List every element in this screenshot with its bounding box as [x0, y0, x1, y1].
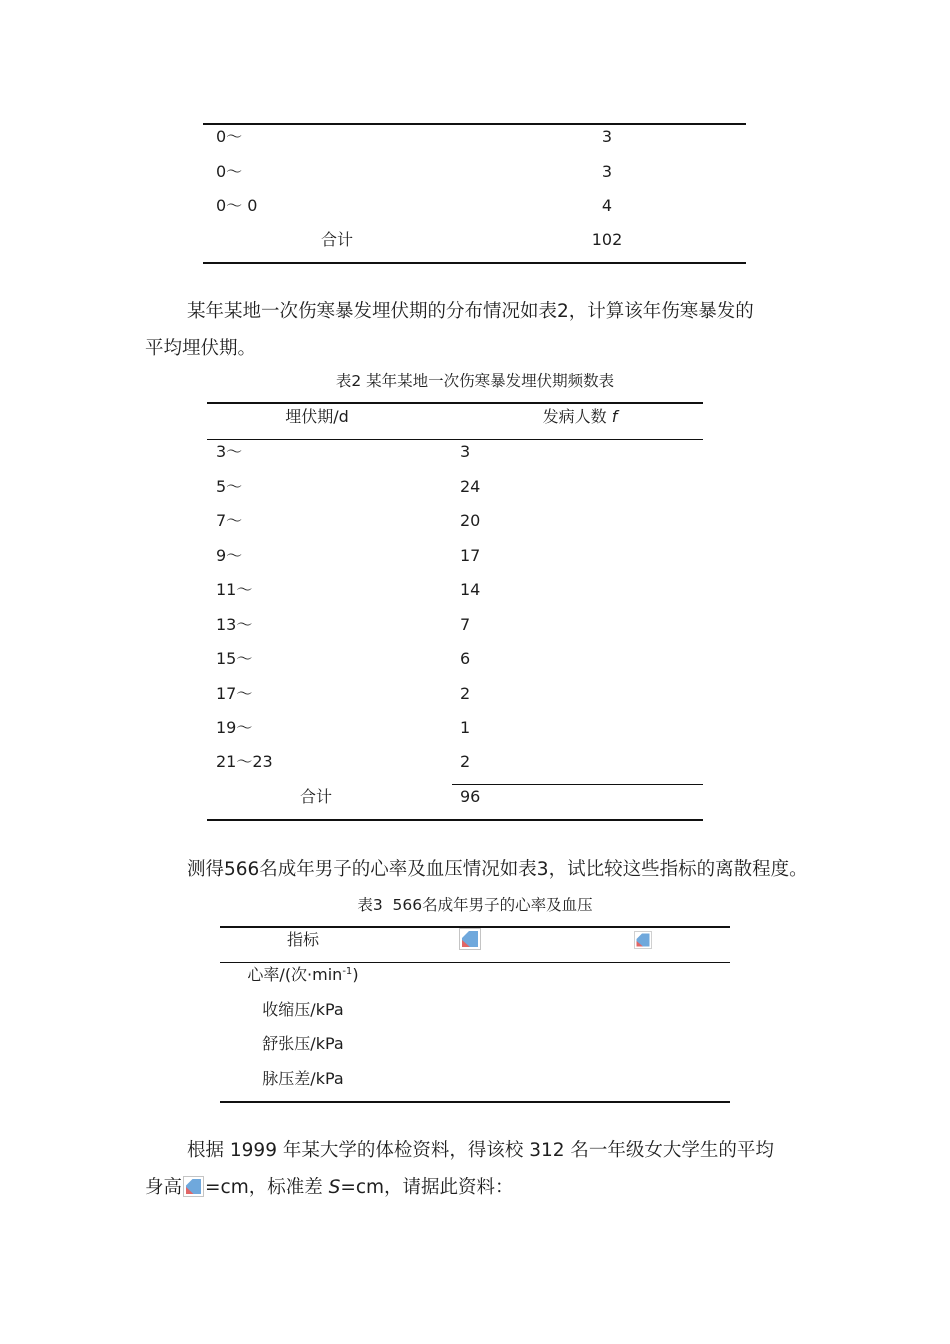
- paragraph-line: 平均埋伏期。: [145, 338, 257, 359]
- table-cell-interval: 0～ 0: [216, 196, 258, 215]
- table-cell-count: 1: [460, 718, 471, 737]
- table-cell-period: 15～: [216, 649, 253, 668]
- table-cell-period: 21～23: [216, 752, 273, 771]
- table-header-indicator: 指标: [286, 930, 319, 949]
- table-cell-count: 17: [460, 546, 481, 565]
- table-top-rule: [207, 402, 703, 404]
- table-cell-indicator: 收缩压/kPa: [262, 1000, 344, 1019]
- table-cell-period: 7～: [216, 511, 243, 530]
- table-total-label: 合计: [299, 787, 332, 806]
- paragraph-line: 测得566名成年男子的心率及血压情况如表3，试比较这些指标的离散程度。: [187, 859, 808, 880]
- frequency-symbol: f: [611, 407, 618, 426]
- paragraph-line: [145, 1176, 514, 1200]
- table-cell-period: 17～: [216, 684, 253, 703]
- table-total-count: 96: [460, 787, 481, 806]
- table-cell-period: 5～: [216, 477, 243, 496]
- table-total-label: 合计: [320, 230, 353, 249]
- indicator-label: 心率/(次·min: [247, 965, 343, 984]
- table-header-rule: [207, 439, 703, 440]
- table-cell-period: 13～: [216, 615, 253, 634]
- table-cell-count: 24: [460, 477, 481, 496]
- standard-deviation-symbol: S: [328, 1177, 341, 1198]
- table-cell-indicator: 脉压差/kPa: [262, 1069, 344, 1088]
- indicator-label-suffix: ): [352, 965, 359, 984]
- table-top-rule: [203, 123, 746, 125]
- paragraph-line: 根据 1999 年某大学的体检资料，得该校 312 名一年级女大学生的平均: [187, 1140, 774, 1161]
- table-cell-period: 11～: [216, 580, 253, 599]
- broken-image-icon: [459, 928, 481, 950]
- table-subtotal-rule: [452, 784, 703, 785]
- unit-superscript: -1: [342, 966, 353, 977]
- table-cell-count: 2: [460, 684, 471, 703]
- table-cell-interval: 0～: [216, 127, 243, 146]
- table-cell-period: 9～: [216, 546, 243, 565]
- table-cell-count: 2: [460, 752, 471, 771]
- table-cell-count: 6: [460, 649, 471, 668]
- table-cell-frequency: 3: [601, 127, 613, 146]
- table-bottom-rule: [207, 819, 703, 821]
- table-cell-frequency: 4: [601, 196, 613, 215]
- table-header-count: [480, 407, 680, 427]
- table-total-frequency: 102: [591, 230, 623, 249]
- table-cell-count: 20: [460, 511, 481, 530]
- paragraph-text: =cm，标准差: [205, 1177, 329, 1198]
- table-title: 表3 566名成年男子的心率及血压: [357, 896, 593, 914]
- table-cell-indicator: [203, 965, 403, 988]
- table-header-count-label: 发病人数: [542, 407, 607, 426]
- table-bottom-rule: [203, 262, 746, 264]
- table-title: 表2 某年某地一次伤寒暴发埋伏期频数表: [335, 372, 615, 390]
- table-cell-frequency: 3: [601, 162, 613, 181]
- paragraph-line: 某年某地一次伤寒暴发埋伏期的分布情况如表2，计算该年伤寒暴发的: [187, 301, 754, 322]
- table-cell-interval: 0～: [216, 162, 243, 181]
- paragraph-text: =cm，请据此资料：: [340, 1177, 514, 1198]
- table-cell-indicator: 舒张压/kPa: [262, 1034, 344, 1053]
- table-header-rule: [220, 962, 730, 963]
- table-cell-count: 14: [460, 580, 481, 599]
- table-cell-period: 19～: [216, 718, 253, 737]
- table-bottom-rule: [220, 1101, 730, 1103]
- table-cell-count: 7: [460, 615, 471, 634]
- paragraph-text: 身高: [145, 1177, 183, 1198]
- table-cell-count: 3: [460, 442, 471, 461]
- table-cell-period: 3～: [216, 442, 243, 461]
- broken-image-icon: [183, 1176, 204, 1197]
- broken-image-icon: [634, 931, 652, 949]
- table-header-period: 埋伏期/d: [285, 407, 349, 426]
